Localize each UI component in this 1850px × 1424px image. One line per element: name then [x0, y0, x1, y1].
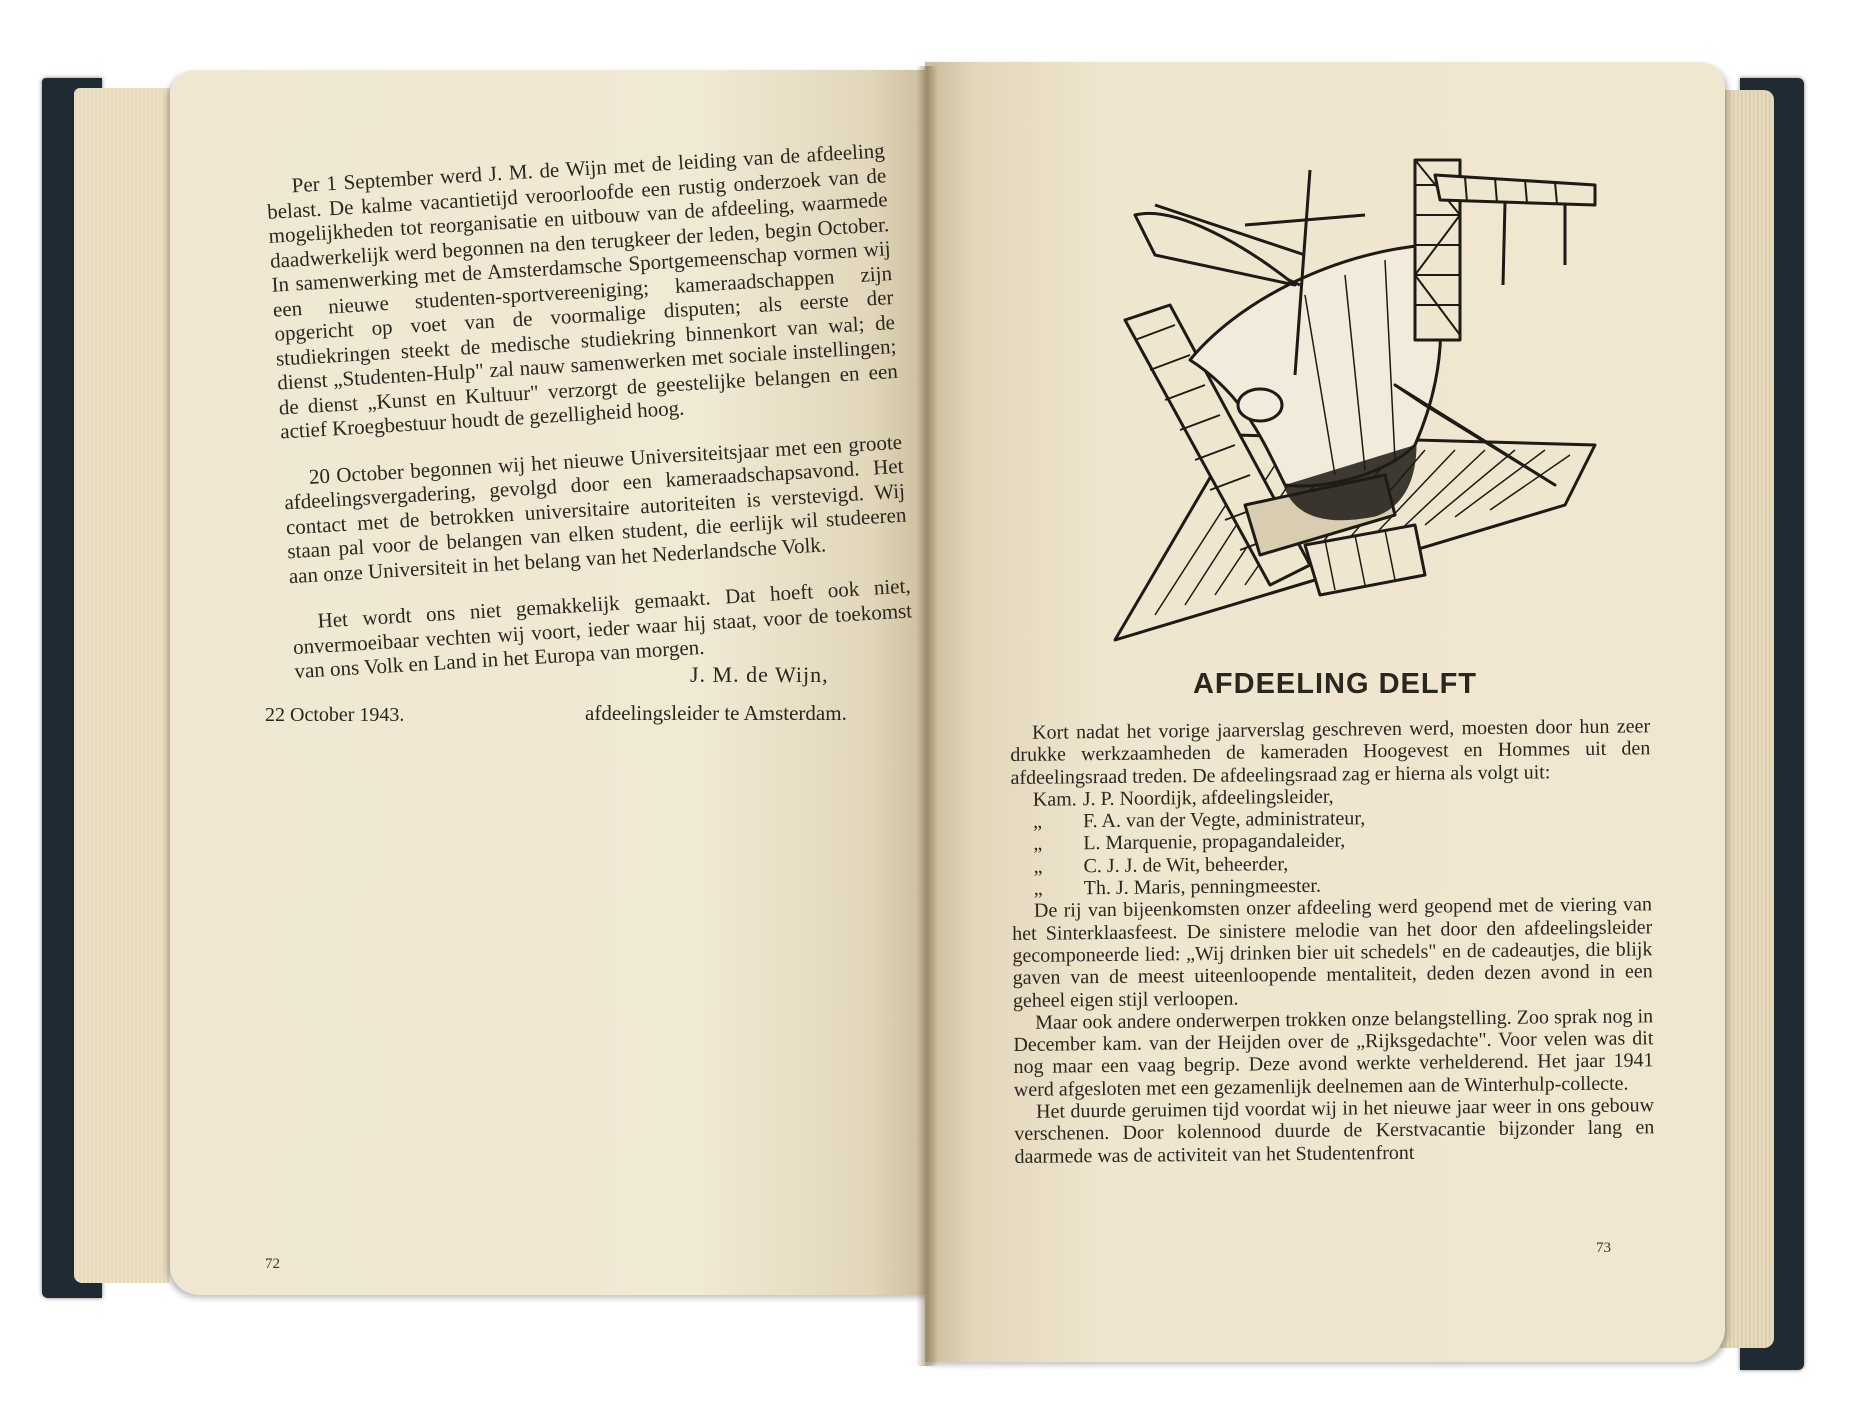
right-page-body — [1010, 715, 1655, 1168]
left-paragraph: 20 October begonnen wij het nieuwe Universiteitsjaar met een groote afdeelingsvergadering, gevolgd door een kameraadschapsavond. Het contact met de betrokken universitaire autoriteiten is verstevigd. Wij staan pal voor de belangen van elken student, die eerlijk wil studeeren aan onze Universiteit in het belang van het Nederlandsche Volk. — [283, 429, 907, 588]
right-paragraph: De rij van bijeenkomsten onzer afdeeling werd geopend met de viering van het Sinterklaasfeest. De sinistere melodie van het door den afdeelingsleider gecomponeerde lied: „Wij drinken bier uit schedels" en de cadeautjes, die blijk gaven van de meest uiteenloopende mentaliteit, deden dezen avond in een geheel eigen stijl verloopen. — [1012, 893, 1653, 1012]
roster-item: „ C. J. J. de Wit, beheerder, — [1033, 852, 1289, 878]
page-number-left: 72 — [265, 1256, 280, 1272]
roster-item: „ Th. J. Maris, penningmeester. — [1033, 874, 1322, 900]
left-paragraph: Het wordt ons niet gemakkelijk gemaakt. Dat hoeft ook niet, onvermoeibaar vechten wij voort, ieder waar hij staat, voor de toekomst van ons Volk en Land in het Europa van morgen. — [292, 573, 913, 684]
signature-name: J. M. de Wijn, — [690, 662, 829, 687]
signature-date: 22 October 1943. — [265, 704, 405, 726]
section-heading: AFDEELING DELFT — [1192, 668, 1478, 700]
roster-item: Kam. J. P. Noordijk, afdeelingsleider, — [1032, 785, 1334, 811]
right-paragraph: Maar ook andere onderwerpen trokken onze belangstelling. Zoo sprak nog in December kam. van der Heijden over de „Rijksgedachte". Voor velen was dit nog maar een vaag begrip. Deze avond werkte verhelderend. Het jaar 1941 werd afgesloten met een gezamenlijk deelnemen aan de Winterhulp-collecte. — [1013, 1005, 1654, 1101]
roster-item: „ F. A. van der Vegte, administrateur, — [1032, 807, 1366, 833]
roster-item: „ L. Marquenie, propagandaleider, — [1033, 829, 1346, 856]
shipyard-crane-illustration — [1095, 145, 1605, 655]
left-page-body — [265, 138, 915, 705]
council-roster — [1033, 782, 1652, 900]
book-gutter — [916, 66, 938, 1366]
right-intro-paragraph: Kort nadat het vorige jaarverslag geschreven werd, moesten door hun zeer drukke werkzaamheden de kameraden Hoogevest en Hommes uit den afdeelingsraad treden. De afdeelingsraad zag er hierna als volgt uit: — [1010, 715, 1651, 789]
left-paragraph: Per 1 September werd J. M. de Wijn met de leiding van de afdeeling belast. De kalme vacantietijd veroorloofde een rustig onderzoek van de mogelijkheden tot reorganisatie en uitbouw van de afdeeling, waarmede daadwerkelijk werd begonnen na den terugkeer der leden, begin October. In samenwerking met de Amsterdamsche Sportgemeenschap vormen wij een nieuwe studenten-sportvereeniging; kameraadschappen zijn opgericht op voet van de voormalige disputen; als eerste der studiekringen steekt de medische studiekring binnenkort van wal; de dienst „Studenten-Hulp" zal nauw samenwerken met sociale instellingen; de dienst „Kunst en Kultuur" verzorgt de geestelijke belangen en een actief Kroegbestuur houdt de gezelligheid hoog. — [266, 138, 899, 444]
signature-role: afdeelingsleider te Amsterdam. — [585, 701, 847, 725]
right-paragraph: Het duurde geruimen tijd voordat wij in het nieuwe jaar weer in ons gebouw verschenen. Door kolennood duurde de Kerstvacantie bijzonder lang en daarmede was de activiteit van het Studentenfront — [1014, 1094, 1655, 1168]
page-number-right: 73 — [1596, 1240, 1611, 1256]
page-edges-left — [74, 88, 170, 1283]
